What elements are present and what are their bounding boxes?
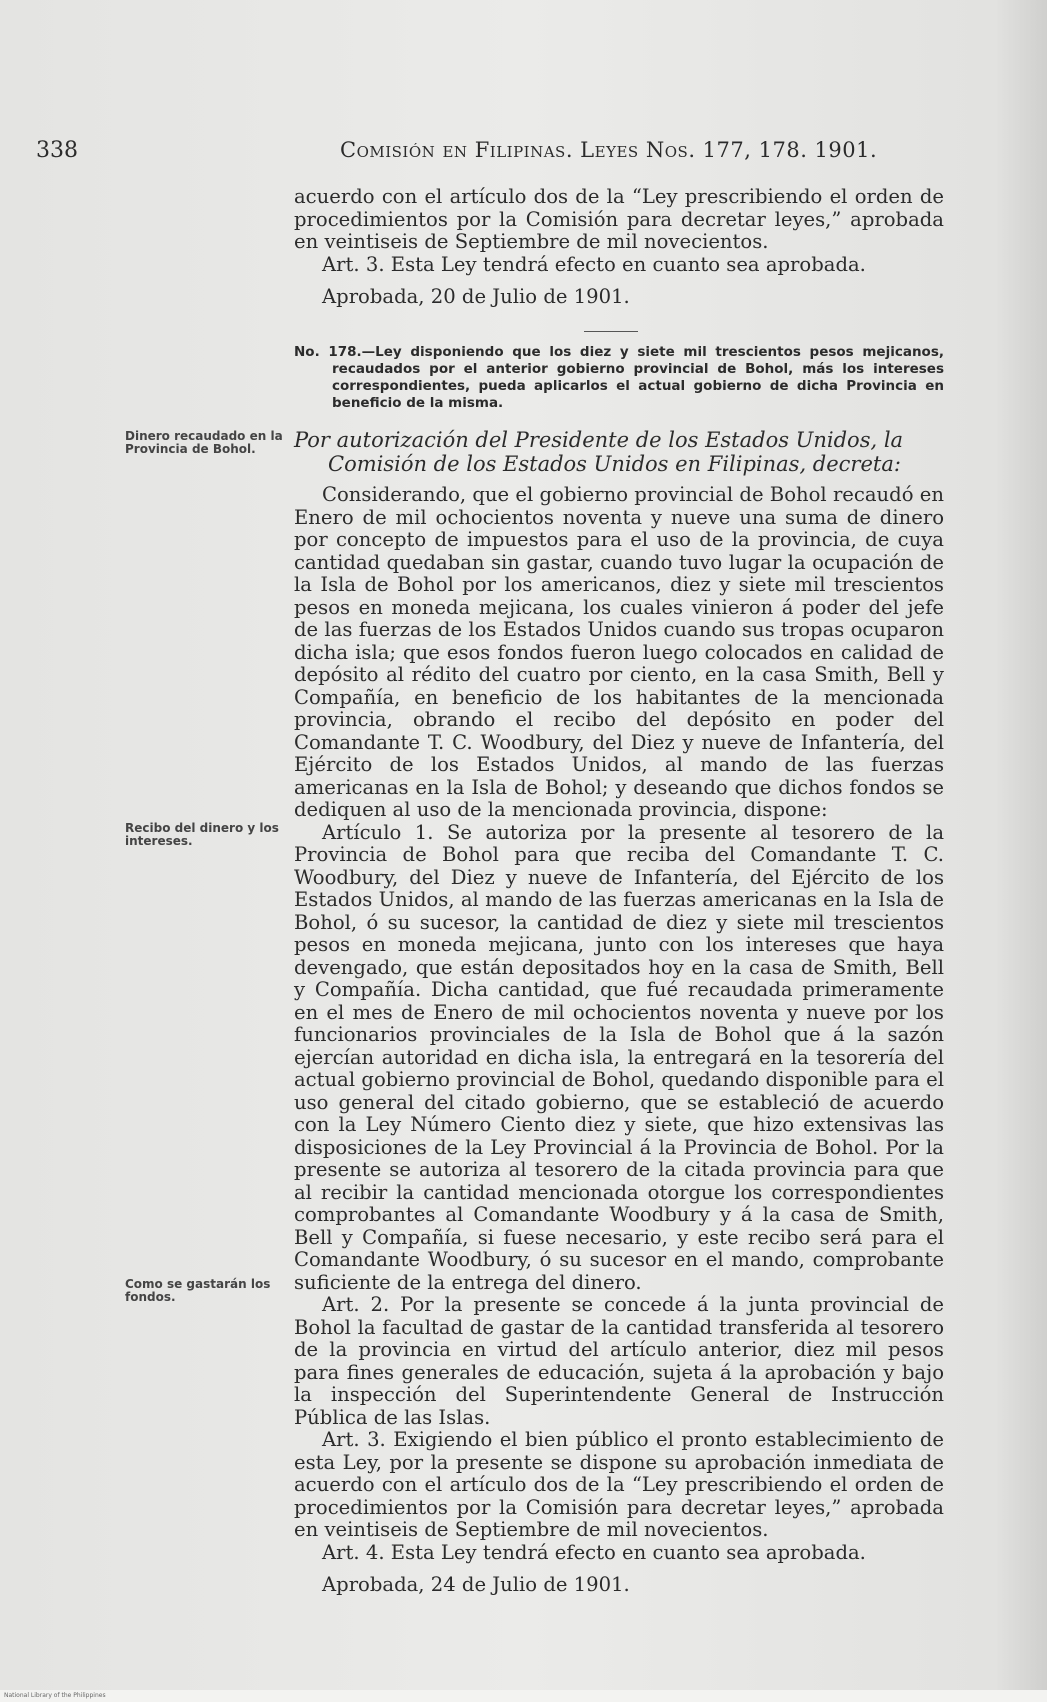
page-number: 338: [36, 138, 78, 163]
scan-footer: National Library of the Philippines: [0, 1690, 1047, 1702]
approval-date-previous: Aprobada, 20 de Julio de 1901.: [322, 285, 630, 308]
margin-note-recibo: Recibo del dinero y los intereses.: [125, 821, 279, 848]
running-head: Comisión en Filipinas. Leyes Nos. 177, 178. 1901.: [340, 138, 878, 162]
continuation-paragraph: acuerdo con el artículo dos de la “Ley prescribiendo el orden de procedimientos por la Comisión para decretar leyes,” aprobada en veintiseis de Septiembre de mil novecientos.: [294, 185, 944, 253]
enacting-text: Por autorización del Presidente de los Estados Unidos, la Comisión de los Estados Unidos en Filipinas, decreta:: [294, 428, 904, 476]
article-3: Art. 3. Exigiendo el bien público el pronto establecimiento de esta Ley, por la presente se dispone su aprobación inmediata de acuerdo con el artículo dos de la “Ley prescribiendo el orden de procedimientos por la Comisión para decretar leyes,” aprobada en veintiseis de Septiembre de mil novecientos.: [294, 1428, 944, 1541]
summary-text: No. 178.—Ley disponiendo que los diez y siete mil trescientos pesos mejicanos, recaudados por el anterior gobierno provincial de Bohol, más los intereses correspondientes, pueda aplicarlos el actual gobierno de dicha Provincia en beneficio de la misma.: [294, 344, 944, 411]
article-2: Art. 2. Por la presente se concede á la junta provincial de Bohol la facultad de gastar de la cantidad transferida al tesorero de la provincia en virtud del artículo anterior, diez mil pesos para fines generales de educación, sujeta á la aprobación y bajo la inspección del Superintendente General de Instrucción Pública de las Islas.: [294, 1293, 944, 1429]
previous-law-end: [294, 186, 944, 344]
page-header: [0, 138, 1047, 168]
margin-note-dinero: Dinero recaudado en la Provincia de Bohol.: [125, 429, 283, 456]
article-4: Art. 4. Esta Ley tendrá efecto en cuanto sea aprobada.: [322, 1540, 866, 1564]
enacting-clause: [294, 428, 944, 476]
approval-date: Aprobada, 24 de Julio de 1901.: [322, 1573, 630, 1596]
law-178-summary: [294, 344, 944, 412]
preamble-paragraph: Considerando, que el gobierno provincial de Bohol recaudó en Enero de mil ochocientos noventa y nueve una suma de dinero por concepto de impuestos para el uso de la provincia, de cuya cantidad quedaban sin gastar, cuando tuvo lugar la ocupación de la Isla de Bohol por los americanos, diez y siete mil trescientos pesos en moneda mejicana, los cuales vinieron á poder del jefe de las fuerzas de los Estados Unidos cuando sus tropas ocuparon dicha isla; que esos fondos fueron luego colocados en calidad de depósito al rédito del cuatro por ciento, en la casa Smith, Bell y Compañía, en beneficio de los habitantes de la mencionada provincia, obrando el recibo del depósito en poder del Comandante T. C. Woodbury, del Diez y nueve de Infantería, del Ejército de los Estados Unidos, al mando de las fuerzas americanas en la Isla de Bohol; y deseando que dichos fondos se dediquen al uso de la mencionada provincia, dispone:: [294, 483, 944, 821]
article-3-previous: Art. 3. Esta Ley tendrá efecto en cuanto sea aprobada.: [322, 252, 866, 276]
article-1: Artículo 1. Se autoriza por la presente al tesorero de la Provincia de Bohol para que reciba del Comandante T. C. Woodbury, del Diez y nueve de Infantería, del Ejército de los Estados Unidos, al mando de las fuerzas americanas en la Isla de Bohol, ó su sucesor, la cantidad de diez y siete mil trescientos pesos en moneda mejicana, junto con los intereses que haya devengado, que están depositados hoy en la casa de Smith, Bell y Compañía. Dicha cantidad, que fué recaudada primeramente en el mes de Enero de mil ochocientos noventa y nueve por los funcionarios provinciales de la Isla de Bohol que á la sazón ejercían autoridad en dicha isla, la entregará en la tesorería del actual gobierno provincial de Bohol, quedando disponible para el uso general del citado gobierno, que se estableció de acuerdo con la Ley Número Ciento diez y siete, que hizo extensivas las disposiciones de la Ley Provincial á la Provincia de Bohol. Por la presente se autoriza al tesorero de la citada provincia para que al recibir la cantidad mencionada otorgue los correspondientes comprobantes al Comandante Woodbury y á la casa de Smith, Bell y Compañía, si fuese necesario, y este recibo será para el Comandante Woodbury, ó su sucesor en el mando, comprobante suficiente de la entrega del dinero.: [294, 820, 944, 1294]
section-divider: [584, 331, 638, 332]
law-178-body: [294, 484, 944, 1597]
margin-note-gastos: Como se gastarán los fondos.: [125, 1277, 271, 1304]
